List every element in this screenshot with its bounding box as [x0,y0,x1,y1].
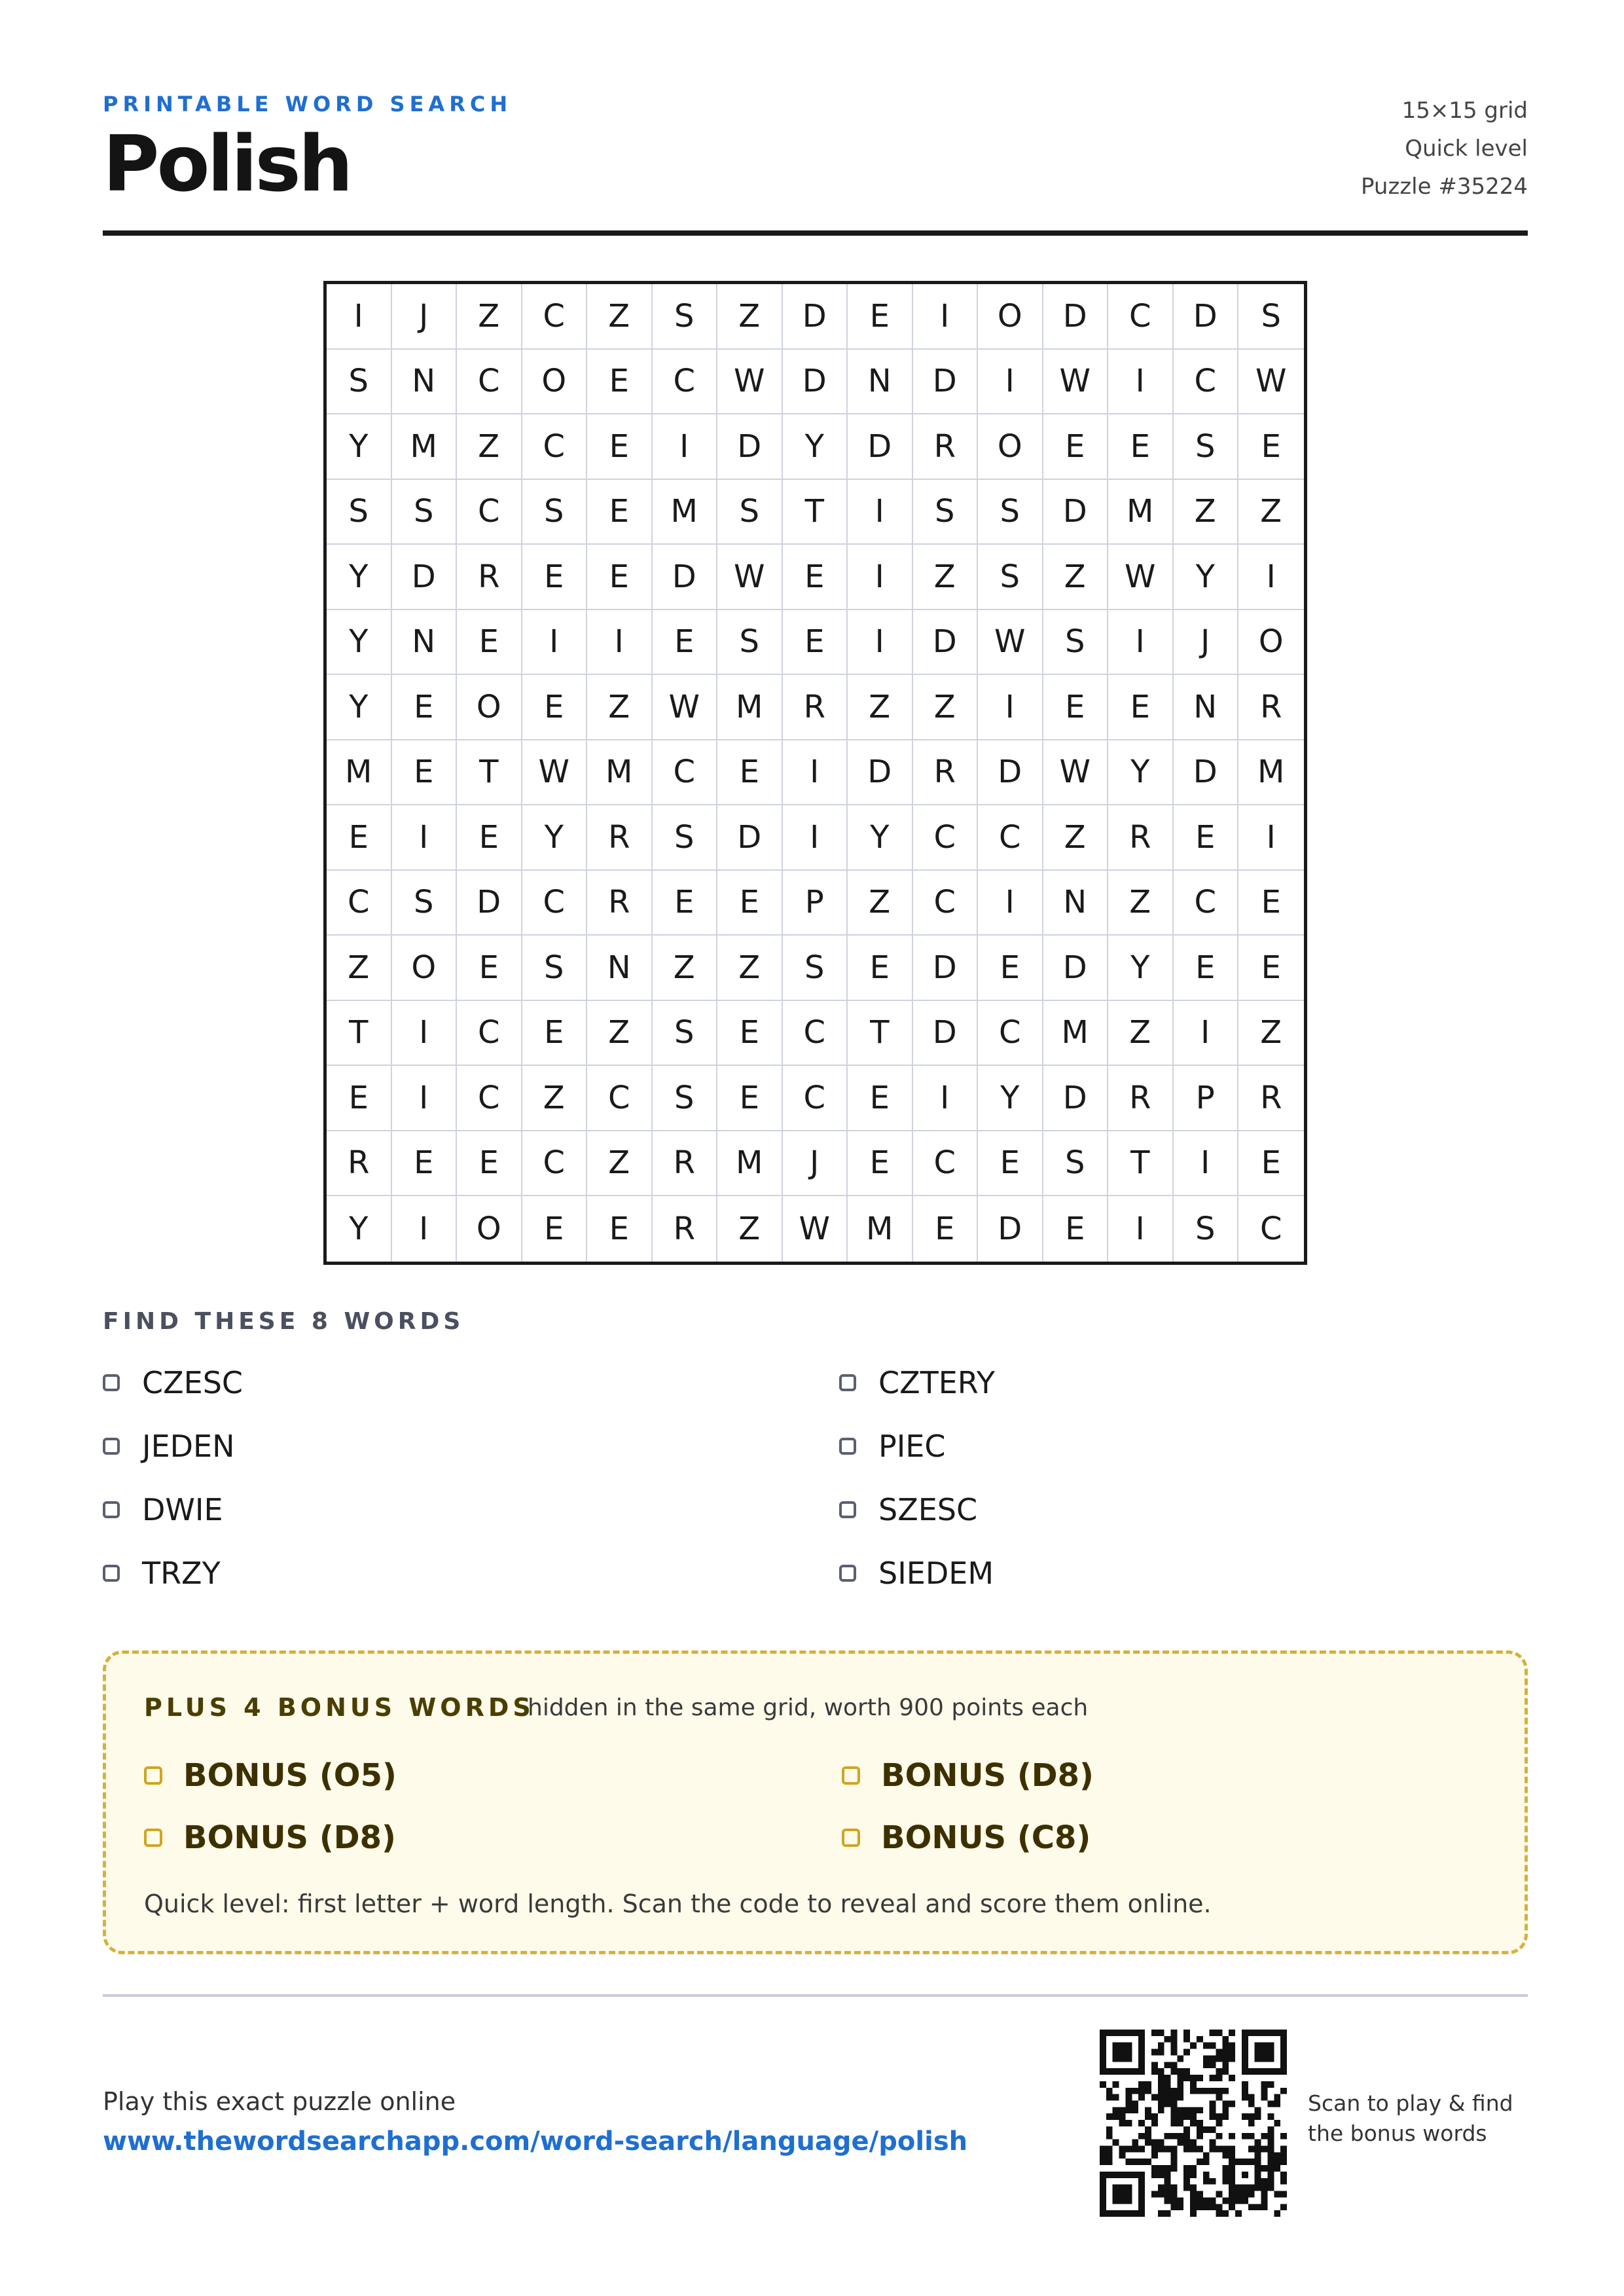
grid-cell[interactable]: C [1174,871,1239,936]
grid-cell[interactable]: I [978,871,1043,936]
checkbox-icon[interactable] [839,1438,856,1455]
grid-cell[interactable]: I [327,284,392,350]
level: Quick level [1405,136,1528,162]
grid-cell[interactable]: E [587,350,653,415]
grid-cell[interactable]: Z [653,936,718,1001]
grid-cell[interactable]: S [1174,414,1239,480]
checkbox-icon[interactable] [842,1766,860,1785]
grid-size: 15×15 grid [1401,98,1528,124]
grid-cell[interactable]: S [717,480,783,545]
footer-label: Play this exact puzzle online [103,2087,456,2116]
grid-cell[interactable]: D [848,740,913,806]
grid-cell[interactable]: E [522,545,588,610]
grid-cell[interactable]: T [327,1001,392,1066]
grid-cell[interactable]: E [1043,414,1109,480]
grid-cell[interactable]: D [783,350,848,415]
grid-cell[interactable]: O [392,936,458,1001]
grid-cell[interactable]: I [392,1196,458,1262]
grid-cell[interactable]: E [392,740,458,806]
word-item[interactable] [839,1429,946,1464]
footer-divider [103,1994,1528,1997]
grid-cell[interactable]: E [653,871,718,936]
grid-cell[interactable]: D [1043,936,1109,1001]
grid-cell[interactable]: O [1238,610,1304,676]
letter-grid [323,281,1307,1265]
checkbox-icon[interactable] [103,1438,120,1455]
grid-cell[interactable]: D [913,610,979,676]
grid-cell[interactable]: Z [587,1131,653,1197]
checkbox-icon[interactable] [839,1501,856,1518]
grid-cell[interactable]: E [457,805,522,871]
bonus-word-label: BONUS (O5) [183,1757,397,1794]
grid-cell[interactable]: P [783,871,848,936]
grid-cell[interactable]: I [848,610,913,676]
grid-cell[interactable]: W [978,610,1043,676]
grid-cell[interactable]: Z [717,1196,783,1262]
grid-cell[interactable]: W [522,740,588,806]
grid-cell[interactable]: W [653,675,718,740]
grid-cell[interactable]: E [457,610,522,676]
grid-cell[interactable]: Z [848,871,913,936]
qr-caption-line: Scan to play & find [1308,2090,1513,2116]
grid-cell[interactable]: E [522,1196,588,1262]
grid-cell[interactable]: M [1043,1001,1109,1066]
checkbox-icon[interactable] [103,1565,120,1582]
grid-cell[interactable]: Z [717,284,783,350]
grid-cell[interactable]: D [717,414,783,480]
grid-cell[interactable]: I [587,610,653,676]
bonus-word-item[interactable] [144,1757,397,1794]
grid-cell[interactable]: S [913,480,979,545]
grid-cell[interactable]: D [913,1001,979,1066]
grid-cell[interactable]: R [653,1196,718,1262]
grid-cell[interactable]: Y [1108,936,1174,1001]
grid-cell[interactable]: R [653,1131,718,1197]
grid-cell[interactable]: N [392,350,458,415]
grid-cell[interactable]: N [587,936,653,1001]
checkbox-icon[interactable] [103,1374,120,1391]
grid-cell[interactable]: Z [587,675,653,740]
grid-cell[interactable]: R [327,1131,392,1197]
grid-cell[interactable]: C [1174,350,1239,415]
grid-cell[interactable]: S [327,350,392,415]
grid-cell[interactable]: I [392,1001,458,1066]
bonus-word-item[interactable] [842,1819,1091,1856]
grid-cell[interactable]: C [653,350,718,415]
grid-cell[interactable]: R [457,545,522,610]
grid-cell[interactable]: Y [327,545,392,610]
grid-cell[interactable]: Z [522,1066,588,1131]
bonus-subtitle: hidden in the same grid, worth 900 points each [528,1694,1089,1721]
grid-cell[interactable]: R [587,805,653,871]
grid-cell[interactable]: D [1043,284,1109,350]
grid-cell[interactable]: T [848,1001,913,1066]
word-label: PIEC [878,1429,946,1464]
word-label: TRZY [142,1556,221,1591]
grid-cell[interactable]: W [783,1196,848,1262]
grid-cell[interactable]: Y [848,805,913,871]
grid-cell[interactable]: M [1108,480,1174,545]
grid-cell[interactable]: Z [327,936,392,1001]
grid-cell[interactable]: E [457,1131,522,1197]
grid-cell[interactable]: I [653,414,718,480]
grid-cell[interactable]: S [653,805,718,871]
grid-cell[interactable]: I [392,1066,458,1131]
grid-cell[interactable]: I [913,284,979,350]
grid-cell[interactable]: Y [327,610,392,676]
puzzle-link[interactable]: www.thewordsearchapp.com/word-search/language/polish [103,2126,968,2157]
word-label: CZESC [142,1365,244,1400]
grid-cell[interactable]: J [392,284,458,350]
grid-cell[interactable]: Z [717,936,783,1001]
grid-cell[interactable]: E [848,1131,913,1197]
grid-cell[interactable]: E [848,936,913,1001]
grid-cell[interactable]: E [327,805,392,871]
qr-code[interactable] [1100,2030,1287,2217]
grid-cell[interactable]: E [717,1001,783,1066]
grid-cell[interactable]: I [1108,1196,1174,1262]
grid-cell[interactable]: D [1043,1066,1109,1131]
grid-cell[interactable]: E [587,480,653,545]
grid-cell[interactable]: T [457,740,522,806]
word-item[interactable] [839,1365,995,1400]
grid-cell[interactable]: D [913,350,979,415]
grid-cell[interactable]: E [587,545,653,610]
grid-cell[interactable]: W [1043,350,1109,415]
grid-cell[interactable]: M [1238,740,1304,806]
grid-cell[interactable]: E [717,871,783,936]
grid-cell[interactable]: C [457,1001,522,1066]
grid-cell[interactable]: Z [457,284,522,350]
grid-cell[interactable]: W [1238,350,1304,415]
grid-cell[interactable]: C [913,871,979,936]
grid-cell[interactable]: E [457,936,522,1001]
grid-cell[interactable]: I [392,805,458,871]
grid-cell[interactable]: J [1174,610,1239,676]
checkbox-icon[interactable] [144,1829,162,1847]
grid-cell[interactable]: S [978,480,1043,545]
grid-cell[interactable]: O [457,675,522,740]
checkbox-icon[interactable] [842,1829,860,1847]
word-label: CZTERY [878,1365,995,1400]
grid-cell[interactable]: S [392,480,458,545]
grid-cell[interactable]: S [653,1066,718,1131]
page-kicker: PRINTABLE WORD SEARCH [103,92,513,117]
word-item[interactable] [103,1492,223,1527]
grid-cell[interactable]: I [1108,610,1174,676]
grid-cell[interactable]: C [457,480,522,545]
grid-cell[interactable]: C [327,871,392,936]
qr-caption [1308,2088,1513,2149]
grid-cell[interactable]: D [913,936,979,1001]
grid-cell[interactable]: E [392,675,458,740]
grid-cell[interactable]: Z [1043,805,1109,871]
grid-cell[interactable]: Y [783,414,848,480]
grid-cell[interactable]: S [1043,1131,1109,1197]
qr-caption-line: the bonus words [1308,2121,1487,2146]
grid-cell[interactable]: S [978,545,1043,610]
grid-cell[interactable]: I [848,545,913,610]
bonus-panel [103,1650,1528,1954]
grid-cell[interactable]: O [457,1196,522,1262]
grid-cell[interactable]: M [653,480,718,545]
grid-cell[interactable]: E [783,610,848,676]
grid-cell[interactable]: D [978,740,1043,806]
bonus-note: Quick level: first letter + word length. Scan the code to reveal and score them online. [144,1889,1212,1918]
grid-cell[interactable]: M [327,740,392,806]
grid-cell[interactable]: E [978,936,1043,1001]
grid-cell[interactable]: E [1238,1131,1304,1197]
grid-cell[interactable]: Z [1238,480,1304,545]
grid-cell[interactable]: E [1108,675,1174,740]
grid-cell[interactable]: S [392,871,458,936]
page-title: Polish [103,118,351,209]
grid-cell[interactable]: Y [327,675,392,740]
grid-cell[interactable]: E [1174,805,1239,871]
grid-cell[interactable]: R [587,871,653,936]
grid-cell[interactable]: E [522,1001,588,1066]
grid-cell[interactable]: C [457,350,522,415]
word-label: JEDEN [142,1429,235,1464]
grid-cell[interactable]: D [783,284,848,350]
grid-cell[interactable]: S [653,284,718,350]
grid-cell[interactable]: I [1238,805,1304,871]
grid-cell[interactable]: C [653,740,718,806]
grid-cell[interactable]: I [848,480,913,545]
grid-cell[interactable]: T [783,480,848,545]
grid-cell[interactable]: Y [522,805,588,871]
grid-cell[interactable]: S [1043,610,1109,676]
grid-cell[interactable]: R [913,414,979,480]
grid-cell[interactable]: M [848,1196,913,1262]
grid-cell[interactable]: E [653,610,718,676]
bonus-word-label: BONUS (D8) [881,1757,1094,1794]
grid-cell[interactable]: Y [1108,740,1174,806]
grid-cell[interactable]: Z [848,675,913,740]
grid-cell[interactable]: I [522,610,588,676]
grid-cell[interactable]: Z [587,284,653,350]
grid-cell[interactable]: E [1174,936,1239,1001]
grid-cell[interactable]: S [717,610,783,676]
grid-cell[interactable]: I [913,1066,979,1131]
bonus-word-label: BONUS (C8) [881,1819,1091,1856]
grid-cell[interactable]: Z [1238,1001,1304,1066]
grid-cell[interactable]: S [1238,284,1304,350]
grid-cell[interactable]: W [717,350,783,415]
checkbox-icon[interactable] [103,1501,120,1518]
grid-cell[interactable]: O [978,284,1043,350]
grid-cell[interactable]: W [1043,740,1109,806]
word-item[interactable] [103,1429,235,1464]
grid-cell[interactable]: E [1238,414,1304,480]
grid-cell[interactable]: C [457,1066,522,1131]
grid-cell[interactable]: I [783,805,848,871]
grid-cell[interactable]: R [913,740,979,806]
grid-cell[interactable]: S [653,1001,718,1066]
grid-cell[interactable]: Z [1043,545,1109,610]
grid-cell[interactable]: T [1108,1131,1174,1197]
grid-cell[interactable]: J [783,1131,848,1197]
grid-cell[interactable]: E [1238,871,1304,936]
grid-cell[interactable]: R [1238,1066,1304,1131]
grid-cell[interactable]: Z [457,414,522,480]
grid-cell[interactable]: C [783,1001,848,1066]
grid-cell[interactable]: D [848,414,913,480]
bonus-word-label: BONUS (D8) [183,1819,396,1856]
grid-cell[interactable]: D [392,545,458,610]
grid-cell[interactable]: I [1108,350,1174,415]
grid-cell[interactable]: M [717,1131,783,1197]
grid-cell[interactable]: E [913,1196,979,1262]
grid-cell[interactable]: C [522,871,588,936]
word-item[interactable] [103,1556,221,1591]
grid-cell[interactable]: Z [587,1001,653,1066]
grid-cell[interactable]: E [392,1131,458,1197]
grid-cell[interactable]: N [392,610,458,676]
grid-cell[interactable]: I [978,675,1043,740]
grid-cell[interactable]: E [1108,414,1174,480]
grid-cell[interactable]: E [1043,675,1109,740]
page-header [103,92,1528,236]
grid-cell[interactable]: S [783,936,848,1001]
grid-cell[interactable]: E [717,740,783,806]
grid-cell[interactable]: E [848,1066,913,1131]
grid-cell[interactable]: E [848,284,913,350]
grid-cell[interactable]: D [653,545,718,610]
grid-cell[interactable]: Z [1108,871,1174,936]
grid-cell[interactable]: E [587,414,653,480]
grid-cell[interactable]: I [1174,1001,1239,1066]
grid-cell[interactable]: Z [1108,1001,1174,1066]
grid-cell[interactable]: C [1259,1210,1282,1247]
grid-cell[interactable]: S [1174,1196,1239,1262]
grid-cell[interactable]: D [457,871,522,936]
grid-cell[interactable]: R [1108,1066,1174,1131]
word-item[interactable] [103,1365,243,1400]
grid-cell[interactable]: E [587,1196,653,1262]
grid-cell[interactable]: Z [1174,480,1239,545]
grid-cell[interactable]: E [783,545,848,610]
puzzle-number: Puzzle #35224 [1361,173,1528,200]
grid-cell[interactable]: Z [913,545,979,610]
grid-cell[interactable]: D [1174,284,1239,350]
checkbox-icon[interactable] [839,1374,856,1391]
grid-cell[interactable]: S [327,480,392,545]
grid-cell[interactable]: I [1238,545,1304,610]
grid-cell[interactable]: R [1238,675,1304,740]
bonus-heading: PLUS 4 BONUS WORDS [144,1693,535,1722]
grid-cell[interactable]: Y [327,1196,392,1262]
word-item[interactable] [839,1492,977,1527]
grid-cell[interactable]: S [522,480,588,545]
word-label: DWIE [142,1492,223,1527]
grid-cell[interactable]: E [327,1066,392,1131]
grid-cell[interactable]: D [1174,740,1239,806]
grid-cell[interactable]: W [717,545,783,610]
puzzle-meta [1361,92,1528,206]
grid-cell[interactable]: C [978,805,1043,871]
grid-cell[interactable]: S [522,936,588,1001]
word-item[interactable] [839,1556,994,1591]
grid-cell[interactable]: M [587,740,653,806]
grid-cell[interactable]: I [783,740,848,806]
find-words-heading: FIND THESE 8 WORDS [103,1308,465,1335]
grid-cell[interactable]: C [913,805,979,871]
grid-cell[interactable]: N [848,350,913,415]
grid-cell[interactable]: O [978,414,1043,480]
grid-cell[interactable]: P [1174,1066,1239,1131]
grid-cell[interactable]: C [522,284,588,350]
grid-cell[interactable]: O [522,350,588,415]
checkbox-icon[interactable] [839,1565,856,1582]
grid-cell[interactable]: C [978,1001,1043,1066]
grid-cell[interactable]: E [717,1066,783,1131]
grid-cell[interactable]: D [717,805,783,871]
grid-cell[interactable]: C [913,1131,979,1197]
grid-cell[interactable]: C [587,1066,653,1131]
grid-cell[interactable]: Z [913,675,979,740]
grid-cell[interactable]: C [522,1131,588,1197]
grid-cell[interactable]: R [1108,805,1174,871]
grid-cell[interactable]: N [1174,675,1239,740]
grid-cell[interactable]: E [522,675,588,740]
word-label: SZESC [878,1492,978,1527]
grid-cell[interactable]: Y [1174,545,1239,610]
grid-cell[interactable]: R [783,675,848,740]
grid-cell[interactable]: M [717,675,783,740]
grid-cell[interactable]: N [1043,871,1109,936]
grid-cell[interactable]: C [522,414,588,480]
grid-cell[interactable]: W [1108,545,1174,610]
grid-cell[interactable]: I [1174,1131,1239,1197]
grid-cell[interactable]: Y [978,1066,1043,1131]
grid-cell[interactable]: D [978,1196,1043,1262]
grid-cell[interactable]: Y [327,414,392,480]
grid-cell[interactable]: C [1108,284,1174,350]
grid-cell[interactable]: M [392,414,458,480]
grid-cell[interactable]: C [783,1066,848,1131]
header-divider [103,230,1528,236]
grid-cell[interactable]: E [1043,1196,1109,1262]
grid-cell[interactable]: I [978,350,1043,415]
bonus-word-item[interactable] [144,1819,396,1856]
checkbox-icon[interactable] [144,1766,162,1785]
word-label: SIEDEM [878,1556,994,1591]
bonus-word-item[interactable] [842,1757,1094,1794]
grid-cell[interactable]: E [1238,936,1304,1001]
grid-cell[interactable]: E [978,1131,1043,1197]
grid-cell[interactable]: D [1043,480,1109,545]
